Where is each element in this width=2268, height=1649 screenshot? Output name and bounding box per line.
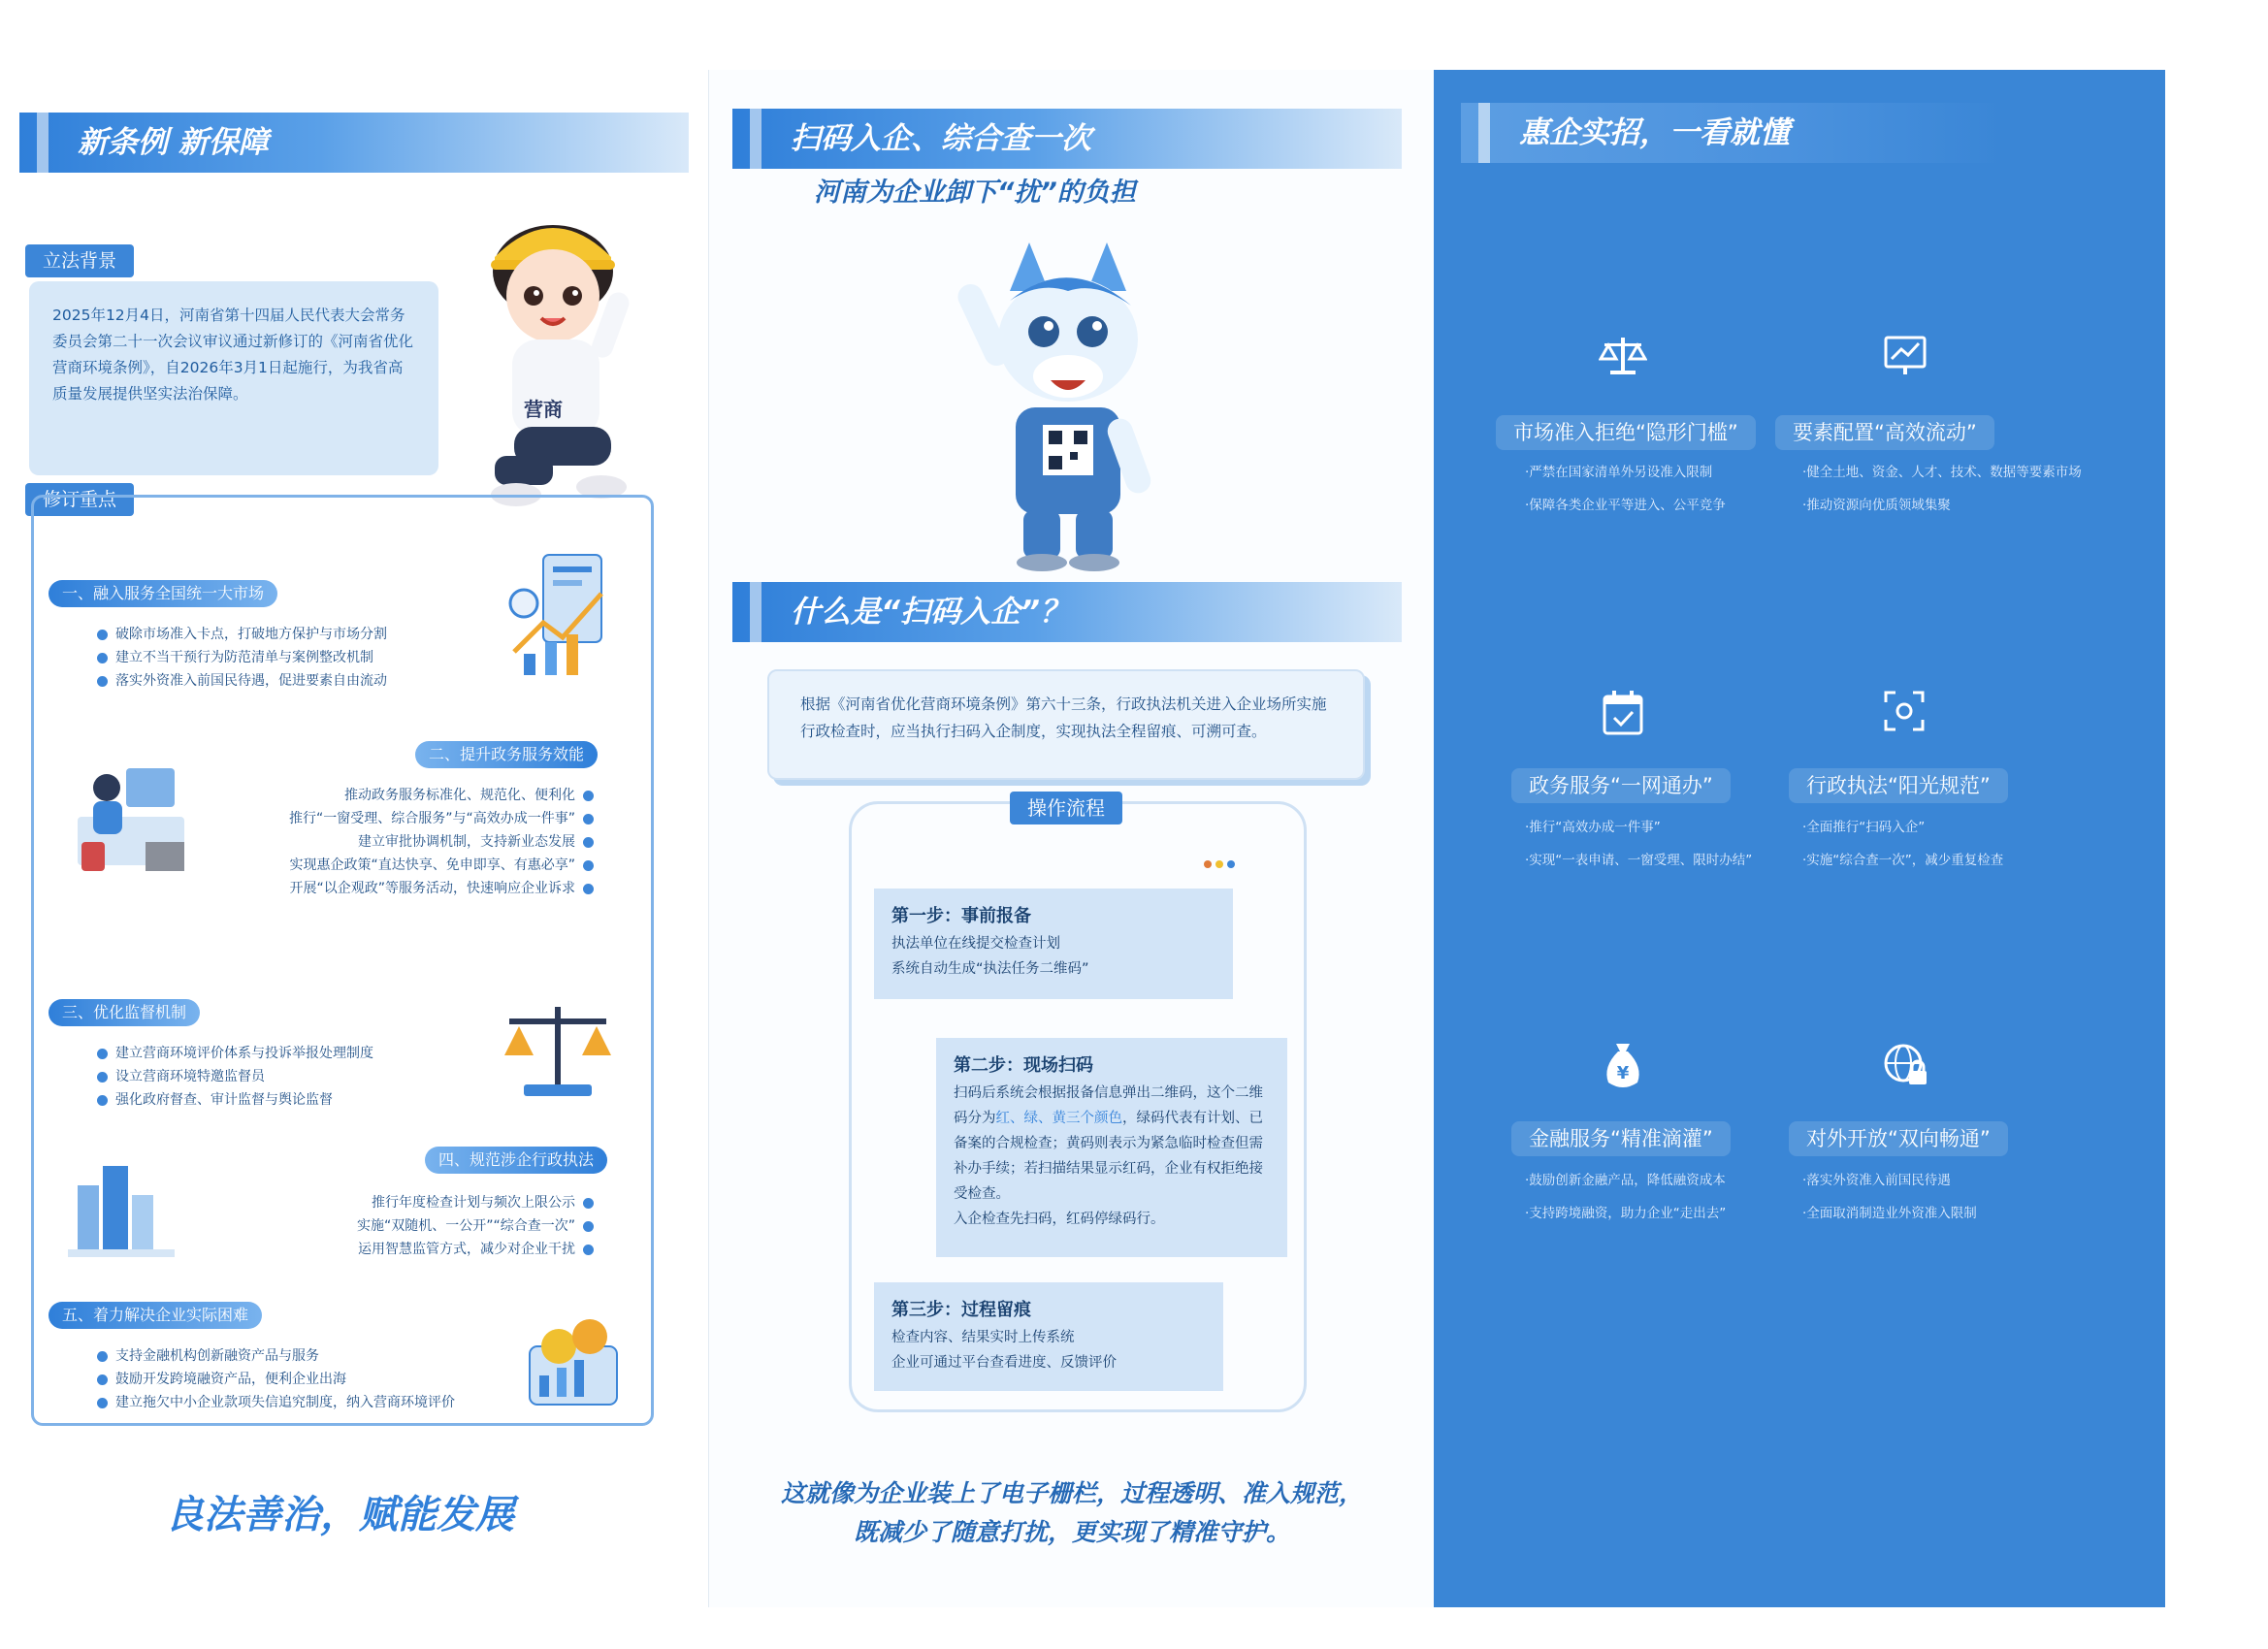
flow-tag: 操作流程 (1010, 792, 1122, 824)
section-1-title: 一、融入服务全国统一大市场 (49, 580, 277, 607)
calendar-check-icon (1601, 689, 1645, 737)
step-3-box (874, 1282, 1223, 1391)
globe-lock-icon (1882, 1042, 1930, 1090)
card-5-title: 金融服务“精准滴灌” (1511, 1121, 1731, 1156)
step-2-line: 入企检查先扫码，红码停绿码行。 (954, 1212, 1165, 1227)
section-4-item: 推行年度检查计划与频次上限公示 (372, 1191, 601, 1214)
middle-panel (708, 70, 1436, 1607)
background-text: 2025年12月4日，河南省第十四届人民代表大会常务委员会第二十一次会议审议通过新修订的《河南省优化营商环境条例》，自2026年3月1日起施行，为我省高质量发展提供坚实法治保障。 (29, 281, 438, 475)
chart-board-icon (1882, 334, 1928, 378)
horse-mascot-illustration (942, 223, 1194, 572)
right-panel (1434, 70, 2165, 1607)
mascot-badge: 营商 (524, 398, 563, 421)
step-1-box (874, 889, 1233, 999)
step-3-line: 检查内容、结果实时上传系统 (891, 1330, 1075, 1345)
section-3-item: 建立营商环境评价体系与投诉举报处理制度 (89, 1042, 373, 1065)
justice-scale-illustration (495, 997, 621, 1104)
section-5-item: 支持金融机构创新融资产品与服务 (89, 1344, 319, 1368)
card-6-items: ·落实外资准入前国民待遇 ·全面取消制造业外资准入限制 (1802, 1173, 1977, 1221)
card-6-title: 对外开放“双向畅通” (1789, 1121, 2008, 1156)
section-1-item: 落实外资准入前国民待遇，促进要素自由流动 (89, 669, 387, 693)
definition-box (767, 669, 1365, 780)
section-2-item: 开展“以企观政”等服务活动，快速响应企业诉求 (289, 877, 601, 900)
step-3-line: 企业可通过平台查看进度、反馈评价 (891, 1355, 1117, 1371)
finance-illustration (510, 1308, 636, 1424)
market-illustration (504, 545, 621, 681)
section-5-item: 鼓励开发跨境融资产品，便利企业出海 (89, 1368, 346, 1391)
scan-frame-icon (1882, 689, 1927, 733)
left-panel (0, 70, 708, 1607)
card-1-title: 市场准入拒绝“隐形门槛” (1496, 415, 1756, 450)
background-tag: 立法背景 (25, 244, 134, 277)
middle-header: 扫码入企、综合查一次 (732, 109, 1402, 169)
section-2-item: 推动政务服务标准化、规范化、便利化 (344, 784, 601, 807)
section-4-item: 运用智慧监管方式，减少对企业干扰 (358, 1238, 601, 1261)
service-desk-illustration (68, 749, 194, 885)
middle-subheader: 河南为企业卸下“扰”的负担 (814, 178, 1136, 208)
section-4-item: 实施“双随机、一公开”“综合查一次” (357, 1214, 601, 1238)
section-3-item: 强化政府督查、审计监督与舆论监督 (89, 1088, 333, 1112)
card-1-items: ·严禁在国家清单外另设准入限制 ·保障各类企业平等进入、公平竞争 (1525, 465, 1726, 513)
section-2-item: 推行“一窗受理、综合服务”与“高效办成一件事” (289, 807, 601, 830)
section-5-title: 五、着力解决企业实际困难 (49, 1302, 262, 1329)
window-dots (1204, 854, 1235, 872)
section-3-title: 三、优化监督机制 (49, 999, 200, 1026)
section-5-item: 建立拖欠中小企业款项失信追究制度，纳入营商环境评价 (89, 1391, 455, 1414)
card-2-items: ·健全土地、资金、人才、技术、数据等要素市场 ·推动资源向优质领域集聚 (1802, 465, 2082, 513)
card-3-title: 政务服务“一网通办” (1511, 768, 1731, 803)
section-1-item: 破除市场准入卡点，打破地方保护与市场分割 (89, 623, 387, 646)
card-4-items: ·全面推行“扫码入企” ·实施“综合查一次”，减少重复检查 (1802, 820, 2004, 868)
section-2-item: 实现惠企政策“直达快享、免申即享、有惠必享” (289, 854, 601, 877)
section-3-item: 设立营商环境特邀监督员 (89, 1065, 265, 1088)
card-2-title: 要素配置“高效流动” (1775, 415, 1994, 450)
card-3-items: ·推行“高效办成一件事” ·实现“一表申请、一窗受理、限时办结” (1525, 820, 1753, 868)
section-1-item: 建立不当干预行为防范清单与案例整改机制 (89, 646, 373, 669)
step-2-box (936, 1038, 1287, 1257)
svg-text:¥: ¥ (1616, 1063, 1630, 1083)
revision-tag: 修订重点 (25, 483, 134, 516)
card-4-title: 行政执法“阳光规范” (1789, 768, 2008, 803)
step-1-line: 执法单位在线提交检查计划 (891, 936, 1060, 952)
smart-city-illustration (68, 1156, 184, 1263)
scale-icon (1599, 334, 1647, 378)
step-1-line: 系统自动生成“执法任务二维码” (891, 961, 1089, 977)
step-2-title: 第二步：现场扫码 (954, 1055, 1093, 1076)
step-3-title: 第三步：过程留痕 (891, 1300, 1031, 1320)
section-4-title: 四、规范涉企行政执法 (425, 1147, 607, 1174)
section-2-title: 二、提升政务服务效能 (415, 741, 598, 768)
section-2-item: 建立审批协调机制，支持新业态发展 (358, 830, 601, 854)
step-2-text: 扫码后系统会根据报备信息弹出二维码，这个二维码分为红、绿、黄三个颜色，绿码代表有计划、已备案的合规检查；黄码则表示为紧急临时检查但需补办手续；若扫描结果显示红码，企业有权拒绝接受检查。 (954, 1085, 1263, 1202)
left-slogan: 良法善治，赋能发展 (165, 1493, 514, 1537)
definition-text: 根据《河南省优化营商环境条例》第六十三条，行政执法机关进入企业场所实施行政检查时，应当执行扫码入企制度，实现执法全程留痕、可溯可查。 (800, 695, 1327, 740)
step-1-title: 第一步：事前报备 (891, 906, 1031, 926)
what-header: 什么是“扫码入企”？ (732, 582, 1402, 642)
closing-text: 这就像为企业装上了电子栅栏，过程透明、准入规范， 既减少了随意打扰，更实现了精准守护。 (780, 1479, 1363, 1546)
money-bag-icon (1601, 1040, 1645, 1092)
mascot-girl-illustration (466, 204, 640, 524)
left-header: 新条例 新保障 (19, 113, 689, 173)
right-header: 惠企实招，一看就懂 (1461, 103, 2004, 163)
card-5-items: ·鼓励创新金融产品，降低融资成本 ·支持跨境融资，助力企业“走出去” (1525, 1173, 1727, 1221)
